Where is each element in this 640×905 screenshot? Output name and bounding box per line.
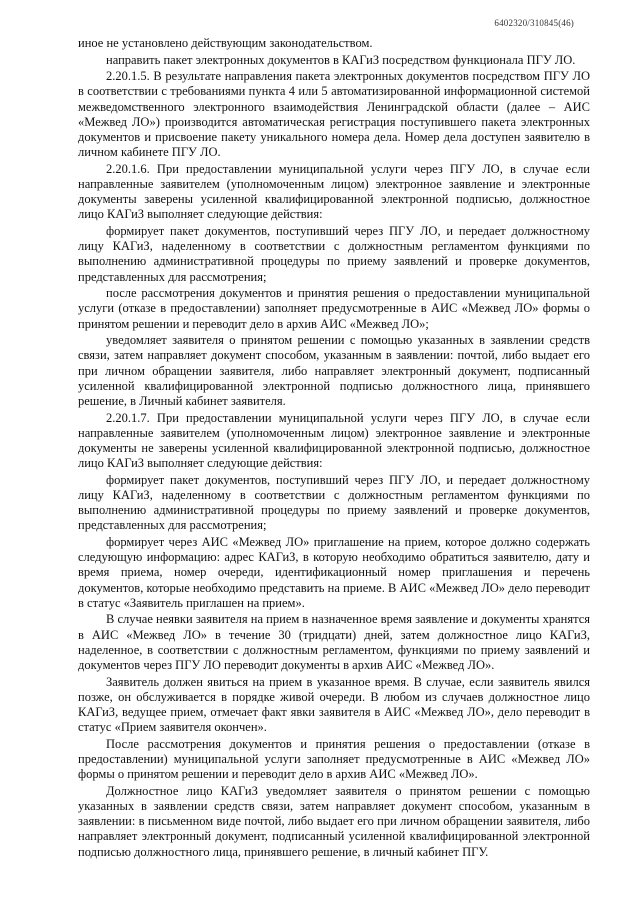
paragraph-continuation: иное не установлено действующим законодательством.	[78, 36, 373, 50]
paragraph-after-review-2: После рассмотрения документов и принятия решения о предоставлении (отказе в предоставлении) муниципальной услуги заполняет предусмотренные в АИС «Межвед ЛО» формы о принятом решении и переводит дело в архив АИС «Межвед ЛО».	[78, 736, 590, 782]
paragraph-no-show: В случае неявки заявителя на прием в назначенное время заявление и документы хранятся в АИС «Межвед ЛО» в течение 30 (тридцати) дней, затем должностное лицо КАГиЗ, наделенное, в соответствии с должностным регламентом, функциями по приему заявлений и документов через ПГУ ЛО переводит документы в архив АИС «Межвед ЛО».	[78, 612, 590, 673]
paragraph-after-review: после рассмотрения документов и принятия решения о предоставлении муниципальной услуги (отказе в предоставлении) заполняет предусмотренные в АИС «Межвед ЛО» формы о принятом решении и переводит дело в архив АИС «Межвед ЛО»;	[78, 286, 590, 331]
paragraph-send-package: направить пакет электронных документов в КАГиЗ посредством функционала ПГУ ЛО.	[106, 52, 576, 67]
paragraph-forms-package-2: формирует пакет документов, поступивший через ПГУ ЛО, и передает должностному лицу КАГиЗ, наделенному в соответствии с должностным регламентом функциями по выполнению административной процедуры по приему заявлений и проверке документов, представленных для рассмотрения;	[78, 472, 590, 533]
paragraph-appear-on-time: Заявитель должен явиться на прием в указанное время. В случае, если заявитель явился позже, он обслуживается в порядке живой очереди. В любом из случаев должностное лицо КАГиЗ, ведущее прием, отмечает факт явки заявителя в АИС «Межвед ЛО», дело переводит в статус «Прием заявителя окончен».	[78, 674, 590, 735]
paragraph-official-notifies: Должностное лицо КАГиЗ уведомляет заявителя о принятом решении с помощью указанных в заявлении средств связи, затем направляет документ способом, указанным в заявлении: в письменном виде почтой, либо выдает его при личном обращении заявителя, либо направляет электронный документ, подписанный усиленной квалифицированной электронной подписью должностного лица, принявшего решение, в личный кабинет ПГУ.	[78, 783, 590, 859]
paragraph-notify-applicant: уведомляет заявителя о принятом решении с помощью указанных в заявлении средств связи, затем направляет документ способом, указанным в заявлении: почтой, либо выдает его при личном обращении заявителя, либо направляет электронный документ, подписанный усиленной квалифицированной электронной подписью должностного лица, принявшего решение, в Личный кабинет заявителя.	[78, 333, 590, 409]
paragraph-2-20-1-6: 2.20.1.6. При предоставлении муниципальной услуги через ПГУ ЛО, в случае если направленные заявителем (уполномоченным лицом) электронное заявление и электронные документы заверены усиленной квалифицированной электронной подписью, должностное лицо КАГиЗ выполняет следующие действия:	[78, 161, 590, 222]
document-body	[78, 36, 590, 861]
document-reference-number: 6402320/310845(46)	[494, 18, 574, 28]
paragraph-invitation: формирует через АИС «Межвед ЛО» приглашение на прием, которое должно содержать следующую информацию: адрес КАГиЗ, в которую необходимо обратиться заявителю, дату и время приема, номер очереди, идентификационный номер приглашения и перечень документов, которые необходимо представить на приеме. В АИС «Межвед ЛО» дело переводит в статус «Заявитель приглашен на прием».	[78, 535, 590, 610]
paragraph-forms-package: формирует пакет документов, поступивший через ПГУ ЛО, и передает должностному лицу КАГиЗ, наделенному в соответствии с должностным регламентом функциями по выполнению административной процедуры по приему заявлений и проверке документов, представленных для рассмотрения;	[78, 224, 590, 284]
paragraph-2-20-1-7: 2.20.1.7. При предоставлении муниципальной услуги через ПГУ ЛО, в случае если направленные заявителем (уполномоченным лицом) электронное заявление и электронные документы не заверены усиленной квалифицированной электронной подписью, должностное лицо КАГиЗ выполняет следующие действия:	[78, 410, 590, 471]
paragraph-2-20-1-5: 2.20.1.5. В результате направления пакета электронных документов посредством ПГУ ЛО в соответствии с требованиями пункта 4 или 5 автоматизированной информационной системой межведомственного электронного взаимодействия Ленинградской области (далее – АИС «Межвед ЛО») производится автоматическая регистрация поступившего пакета электронных документов и присвоение пакету уникального номера дела. Номер дела доступен заявителю в личном кабинете ПГУ ЛО.	[78, 69, 590, 160]
